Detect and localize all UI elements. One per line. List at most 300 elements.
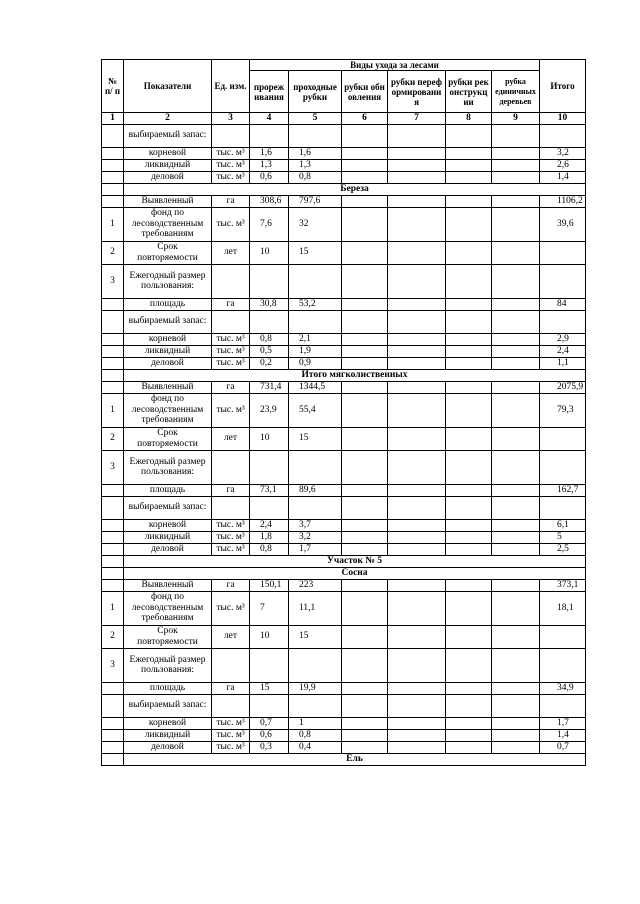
value-cell: 0,4 [289,741,342,753]
indicator-cell: выбираемый запас: [124,310,212,333]
indicator-cell: Выявленный [124,579,212,591]
value-cell [342,579,388,591]
value-cell: 0,2 [250,357,289,369]
unit-cell [212,648,250,682]
value-cell [388,741,446,753]
row-number-cell [102,531,124,543]
section-num-cell [102,753,124,765]
total-cell: 6,1 [540,519,586,531]
table-row [102,543,586,555]
unit-cell: га [212,484,250,496]
indicator-cell: выбираемый запас: [124,496,212,519]
value-cell [289,124,342,147]
unit-cell [212,124,250,147]
value-cell [388,717,446,729]
forest-care-table [101,59,586,766]
indicator-cell: Ежегодный размер пользования: [124,648,212,682]
unit-cell: тыс. м³ [212,147,250,159]
value-cell [446,345,492,357]
value-cell [342,496,388,519]
table-row [102,717,586,729]
table-row [102,496,586,519]
row-number-cell [102,298,124,310]
value-cell [388,264,446,298]
section-title: Ель [124,753,586,765]
value-cell [342,310,388,333]
value-cell [342,298,388,310]
row-number-cell: 3 [102,450,124,484]
row-number-cell [102,147,124,159]
value-cell: 30,8 [250,298,289,310]
value-cell: 10 [250,427,289,450]
value-cell [342,427,388,450]
section-row [102,555,586,567]
row-number-cell [102,717,124,729]
value-cell [388,345,446,357]
row-number-cell: 1 [102,207,124,241]
table-row [102,625,586,648]
value-cell [342,648,388,682]
total-cell: 2075,9 [540,381,586,393]
value-cell [492,625,540,648]
unit-cell: тыс. м³ [212,357,250,369]
row-number-cell [102,496,124,519]
table-row [102,381,586,393]
header-care-type: рубки обновления [342,71,388,113]
total-cell: 2,5 [540,543,586,555]
section-row [102,753,586,765]
table-row [102,682,586,694]
value-cell [388,298,446,310]
total-cell: 3,2 [540,147,586,159]
total-cell [540,625,586,648]
value-cell [446,159,492,171]
value-cell [342,124,388,147]
value-cell: 19,9 [289,682,342,694]
value-cell [388,694,446,717]
value-cell [492,694,540,717]
value-cell [388,124,446,147]
value-cell: 55,4 [289,393,342,427]
value-cell [492,207,540,241]
value-cell [446,682,492,694]
value-cell [446,195,492,207]
value-cell [388,531,446,543]
value-cell [388,450,446,484]
value-cell [388,393,446,427]
table-row [102,298,586,310]
total-cell [540,124,586,147]
value-cell [342,393,388,427]
value-cell [492,333,540,345]
value-cell [492,241,540,264]
value-cell [446,625,492,648]
value-cell: 23,9 [250,393,289,427]
unit-cell: лет [212,427,250,450]
forest-care-table-page [101,59,585,766]
table-row [102,333,586,345]
row-number-cell [102,682,124,694]
header-care-type: рубка единичных деревьев [492,71,540,113]
value-cell [342,591,388,625]
column-number: 7 [388,113,446,125]
column-number: 4 [250,113,289,125]
value-cell [388,195,446,207]
value-cell [446,357,492,369]
column-number-row [102,113,586,125]
section-num-cell [102,183,124,195]
total-cell: 2,4 [540,345,586,357]
value-cell [342,241,388,264]
indicator-cell: фонд по лесоводственным требованиям [124,591,212,625]
indicator-cell: площадь [124,298,212,310]
indicator-cell: деловой [124,543,212,555]
indicator-cell: фонд по лесоводственным требованиям [124,207,212,241]
value-cell [446,694,492,717]
row-number-cell: 3 [102,648,124,682]
row-number-cell [102,381,124,393]
row-number-cell [102,484,124,496]
value-cell [446,648,492,682]
indicator-cell: Выявленный [124,381,212,393]
row-number-cell [102,171,124,183]
value-cell: 0,8 [289,171,342,183]
value-cell [492,496,540,519]
section-title: Сосна [124,567,586,579]
value-cell [492,682,540,694]
value-cell: 1,8 [250,531,289,543]
header-col-num: № п/ п [102,60,124,113]
section-row [102,567,586,579]
section-num-cell [102,555,124,567]
value-cell: 1,3 [250,159,289,171]
total-cell: 79,3 [540,393,586,427]
value-cell: 10 [250,625,289,648]
value-cell [342,264,388,298]
value-cell: 2,4 [250,519,289,531]
unit-cell [212,450,250,484]
value-cell [388,579,446,591]
value-cell [446,298,492,310]
value-cell [446,519,492,531]
value-cell: 1,6 [289,147,342,159]
value-cell [446,484,492,496]
header-col-total: Итого [540,60,586,113]
value-cell [446,591,492,625]
value-cell: 73,1 [250,484,289,496]
value-cell: 3,2 [289,531,342,543]
value-cell: 15 [289,625,342,648]
value-cell [250,496,289,519]
unit-cell: тыс. м³ [212,519,250,531]
row-number-cell [102,741,124,753]
unit-cell: тыс. м³ [212,333,250,345]
value-cell [342,741,388,753]
unit-cell: га [212,195,250,207]
unit-cell: лет [212,241,250,264]
value-cell [446,496,492,519]
indicator-cell: ликвидный [124,345,212,357]
header-care-type: прореживания [250,71,289,113]
value-cell [342,207,388,241]
row-number-cell: 1 [102,591,124,625]
value-cell [492,591,540,625]
indicator-cell: корневой [124,333,212,345]
value-cell [388,496,446,519]
indicator-cell: ликвидный [124,729,212,741]
indicator-cell: выбираемый запас: [124,124,212,147]
row-number-cell [102,345,124,357]
section-title: Береза [124,183,586,195]
value-cell [388,171,446,183]
value-cell: 0,9 [289,357,342,369]
column-number: 3 [212,113,250,125]
value-cell [492,579,540,591]
value-cell [492,124,540,147]
value-cell: 1,3 [289,159,342,171]
value-cell: 7,6 [250,207,289,241]
value-cell [250,264,289,298]
header-care-types-group: Виды ухода за лесами [250,60,540,71]
value-cell [342,543,388,555]
value-cell [342,381,388,393]
value-cell [446,427,492,450]
value-cell [342,484,388,496]
table-row [102,694,586,717]
value-cell [342,694,388,717]
column-number: 8 [446,113,492,125]
value-cell [388,543,446,555]
unit-cell: тыс. м³ [212,207,250,241]
header-care-type: рубки переформирования [388,71,446,113]
unit-cell: тыс. м³ [212,171,250,183]
unit-cell: га [212,682,250,694]
column-number: 1 [102,113,124,125]
value-cell [492,427,540,450]
value-cell: 223 [289,579,342,591]
total-cell: 84 [540,298,586,310]
value-cell [342,195,388,207]
row-number-cell [102,333,124,345]
total-cell: 1,4 [540,171,586,183]
row-number-cell: 2 [102,241,124,264]
value-cell [250,648,289,682]
value-cell [446,241,492,264]
value-cell [342,147,388,159]
table-row [102,450,586,484]
value-cell [492,531,540,543]
value-cell [492,381,540,393]
value-cell [388,427,446,450]
value-cell: 150,1 [250,579,289,591]
table-header-row [102,60,586,71]
value-cell: 797,6 [289,195,342,207]
value-cell: 0,8 [250,333,289,345]
value-cell: 1,7 [289,543,342,555]
row-number-cell [102,579,124,591]
total-cell: 373,1 [540,579,586,591]
table-row [102,484,586,496]
unit-cell: тыс. м³ [212,345,250,357]
value-cell [446,381,492,393]
total-cell: 1,1 [540,357,586,369]
value-cell [446,543,492,555]
table-row [102,357,586,369]
unit-cell: тыс. м³ [212,531,250,543]
value-cell [446,729,492,741]
table-row [102,531,586,543]
value-cell [388,519,446,531]
value-cell [289,264,342,298]
value-cell [342,450,388,484]
total-cell: 1,7 [540,717,586,729]
section-title: Участок № 5 [124,555,586,567]
value-cell [342,519,388,531]
value-cell [388,729,446,741]
value-cell [388,625,446,648]
value-cell [492,393,540,427]
section-num-cell [102,567,124,579]
table-row [102,579,586,591]
value-cell [388,310,446,333]
value-cell [289,450,342,484]
unit-cell: тыс. м³ [212,393,250,427]
column-number: 10 [540,113,586,125]
value-cell [492,171,540,183]
value-cell [446,171,492,183]
column-number: 2 [124,113,212,125]
indicator-cell: корневой [124,147,212,159]
indicator-cell: площадь [124,682,212,694]
indicator-cell: Выявленный [124,195,212,207]
value-cell [446,207,492,241]
indicator-cell: корневой [124,717,212,729]
value-cell [342,345,388,357]
value-cell: 1,9 [289,345,342,357]
value-cell: 89,6 [289,484,342,496]
value-cell [492,310,540,333]
value-cell: 15 [250,682,289,694]
unit-cell: тыс. м³ [212,741,250,753]
value-cell [446,147,492,159]
value-cell [492,717,540,729]
indicator-cell: ликвидный [124,159,212,171]
value-cell [388,333,446,345]
table-row [102,648,586,682]
total-cell [540,694,586,717]
value-cell [388,241,446,264]
section-row [102,369,586,381]
value-cell: 0,3 [250,741,289,753]
value-cell [492,484,540,496]
total-cell: 1106,2 [540,195,586,207]
total-cell [540,450,586,484]
indicator-cell: Срок повторяемости [124,241,212,264]
value-cell [492,298,540,310]
value-cell [446,124,492,147]
row-number-cell [102,519,124,531]
value-cell: 10 [250,241,289,264]
total-cell: 2,6 [540,159,586,171]
value-cell [446,264,492,298]
value-cell: 15 [289,427,342,450]
table-row [102,741,586,753]
unit-cell: тыс. м³ [212,543,250,555]
value-cell: 2,1 [289,333,342,345]
indicator-cell: Срок повторяемости [124,427,212,450]
value-cell [388,381,446,393]
value-cell [492,345,540,357]
row-number-cell: 1 [102,393,124,427]
value-cell [492,519,540,531]
value-cell [388,682,446,694]
unit-cell [212,694,250,717]
unit-cell: лет [212,625,250,648]
table-row [102,207,586,241]
column-number: 5 [289,113,342,125]
value-cell: 308,6 [250,195,289,207]
value-cell [446,333,492,345]
table-row [102,241,586,264]
value-cell [446,393,492,427]
indicator-cell: деловой [124,357,212,369]
row-number-cell [102,159,124,171]
section-row [102,183,586,195]
table-row [102,171,586,183]
unit-cell: тыс. м³ [212,591,250,625]
column-number: 6 [342,113,388,125]
value-cell [446,579,492,591]
row-number-cell: 3 [102,264,124,298]
value-cell [342,625,388,648]
value-cell [342,171,388,183]
unit-cell: тыс. м³ [212,159,250,171]
value-cell [342,531,388,543]
value-cell [342,729,388,741]
indicator-cell: деловой [124,741,212,753]
indicator-cell: ликвидный [124,531,212,543]
header-col-unit: Ед. изм. [212,60,250,113]
value-cell: 0,6 [250,171,289,183]
value-cell [492,741,540,753]
value-cell [492,450,540,484]
value-cell [342,717,388,729]
table-row [102,393,586,427]
value-cell [492,147,540,159]
value-cell [388,159,446,171]
unit-cell: тыс. м³ [212,729,250,741]
table-row [102,124,586,147]
row-number-cell: 2 [102,625,124,648]
value-cell [492,543,540,555]
value-cell: 731,4 [250,381,289,393]
column-number: 9 [492,113,540,125]
value-cell: 15 [289,241,342,264]
total-cell [540,264,586,298]
total-cell [540,496,586,519]
row-number-cell [102,729,124,741]
value-cell: 1,6 [250,147,289,159]
header-col-indicators: Показатели [124,60,212,113]
total-cell [540,310,586,333]
value-cell: 0,7 [250,717,289,729]
value-cell: 1344,5 [289,381,342,393]
header-care-type: проходные рубки [289,71,342,113]
value-cell [388,648,446,682]
total-cell: 1,4 [540,729,586,741]
indicator-cell: Срок повторяемости [124,625,212,648]
table-row [102,519,586,531]
